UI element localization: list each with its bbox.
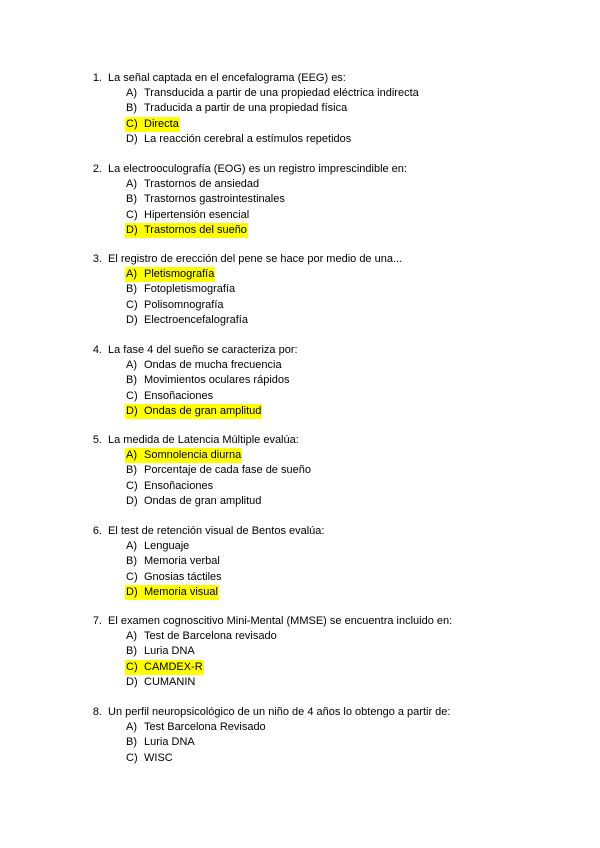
answer-option [88, 539, 568, 554]
option-text: Ensoñaciones [144, 479, 214, 492]
question-number: 7. [92, 615, 102, 627]
question-text: La medida de Latencia Múltiple evalúa: [108, 434, 299, 446]
answer-option [88, 373, 568, 388]
option-letter: D) [126, 494, 138, 507]
answer-option [88, 101, 568, 116]
option-text: Hipertensión esencial [144, 208, 250, 221]
question-1 [88, 71, 568, 147]
option-text: Pletismografía [144, 268, 215, 281]
option-letter: B) [126, 283, 137, 296]
option-text: Ensoñaciones [144, 389, 214, 402]
question-number: 3. [92, 253, 102, 265]
option-text: Ondas de gran amplitud [144, 494, 262, 507]
answer-option [88, 208, 568, 223]
option-text: Transducida a partir de una propiedad eléctrica indirecta [144, 87, 419, 100]
question-8 [88, 705, 568, 766]
answer-option [88, 644, 568, 659]
answer-option [88, 448, 568, 463]
option-text: Electroencefalografía [144, 313, 248, 326]
option-text: Trastornos de ansiedad [144, 178, 260, 191]
answer-option [88, 494, 568, 509]
answer-option [88, 192, 568, 207]
question-text: La electrooculografía (EOG) es un registro imprescindible en: [108, 163, 407, 175]
question-3 [88, 252, 568, 328]
answer-option [88, 282, 568, 297]
option-letter: C) [126, 660, 138, 673]
question-2 [88, 162, 568, 238]
option-text: CAMDEX-R [144, 660, 203, 673]
option-letter: C) [126, 298, 138, 311]
answer-option [88, 132, 568, 147]
question-number: 8. [92, 706, 102, 718]
answer-option [88, 267, 568, 282]
option-text: Fotopletismografía [144, 283, 236, 296]
option-text: CUMANIN [144, 675, 196, 688]
question-stem [88, 614, 568, 629]
question-text: El registro de erección del pene se hace por medio de una... [108, 253, 403, 265]
option-text: Trastornos gastrointestinales [144, 193, 285, 206]
option-text: Ondas de mucha frecuencia [144, 359, 282, 372]
option-letter: A) [126, 178, 137, 191]
answer-option [88, 735, 568, 750]
option-text: Movimientos oculares rápidos [144, 374, 290, 387]
option-letter: A) [126, 630, 137, 643]
answer-option [88, 675, 568, 690]
option-letter: B) [126, 555, 137, 568]
answer-option [88, 298, 568, 313]
option-letter: C) [126, 570, 138, 583]
option-letter: C) [126, 479, 138, 492]
option-letter: A) [126, 87, 137, 100]
option-letter: A) [126, 449, 137, 462]
option-text: Ondas de gran amplitud [144, 404, 262, 417]
option-letter: C) [126, 208, 138, 221]
option-letter: C) [126, 751, 138, 764]
option-text: Polisomnografía [144, 298, 224, 311]
answer-option [88, 358, 568, 373]
answer-option [88, 585, 568, 600]
option-text: Gnosias táctiles [144, 570, 222, 583]
option-letter: A) [126, 268, 137, 281]
question-5 [88, 433, 568, 509]
question-7 [88, 614, 568, 690]
option-text: Luria DNA [144, 645, 195, 658]
option-letter: D) [126, 223, 138, 236]
option-letter: B) [126, 102, 137, 115]
option-text: La reacción cerebral a estímulos repetidos [144, 132, 352, 145]
answer-option [88, 117, 568, 132]
question-number: 5. [92, 434, 102, 446]
answer-option [88, 751, 568, 766]
option-letter: D) [126, 132, 138, 145]
question-number: 2. [92, 163, 102, 175]
option-letter: D) [126, 585, 138, 598]
option-letter: B) [126, 374, 137, 387]
answer-option [88, 463, 568, 478]
answer-option [88, 554, 568, 569]
option-text: Directa [144, 117, 179, 130]
answer-option [88, 86, 568, 101]
option-letter: B) [126, 645, 137, 658]
option-text: Test de Barcelona revisado [144, 630, 277, 643]
option-letter: D) [126, 313, 138, 326]
question-6 [88, 524, 568, 600]
option-letter: A) [126, 540, 137, 553]
option-letter: A) [126, 721, 137, 734]
option-letter: B) [126, 193, 137, 206]
option-text: Luria DNA [144, 736, 195, 749]
option-text: WISC [144, 751, 173, 764]
answer-option [88, 570, 568, 585]
question-stem [88, 162, 568, 177]
question-stem [88, 433, 568, 448]
question-4 [88, 343, 568, 419]
question-text: El test de retención visual de Bentos evalúa: [108, 525, 325, 537]
question-stem [88, 71, 568, 86]
option-text: Memoria verbal [144, 555, 220, 568]
option-text: Lenguaje [144, 540, 190, 553]
question-stem [88, 705, 568, 720]
question-text: Un perfil neuropsicológico de un niño de 4 años lo obtengo a partir de: [108, 706, 451, 718]
option-letter: C) [126, 117, 138, 130]
answer-option [88, 660, 568, 675]
option-letter: A) [126, 359, 137, 372]
question-number: 6. [92, 525, 102, 537]
answer-option [88, 629, 568, 644]
option-text: Memoria visual [144, 585, 218, 598]
answer-option [88, 720, 568, 735]
option-text: Somnolencia diurna [144, 449, 242, 462]
option-text: Test Barcelona Revisado [144, 721, 266, 734]
answer-option [88, 223, 568, 238]
answer-option [88, 479, 568, 494]
option-text: Porcentaje de cada fase de sueño [144, 464, 311, 477]
answer-option [88, 313, 568, 328]
question-text: El examen cognoscitivo Mini-Mental (MMSE) se encuentra incluido en: [108, 615, 453, 627]
option-text: Trastornos del sueño [144, 223, 247, 236]
answer-option [88, 389, 568, 404]
question-stem [88, 252, 568, 267]
option-text: Traducida a partir de una propiedad física [144, 102, 348, 115]
question-number: 1. [92, 72, 102, 84]
question-text: La fase 4 del sueño se caracteriza por: [108, 344, 298, 356]
option-letter: B) [126, 736, 137, 749]
answer-option [88, 177, 568, 192]
option-letter: D) [126, 675, 138, 688]
option-letter: B) [126, 464, 137, 477]
question-stem [88, 343, 568, 358]
option-letter: D) [126, 404, 138, 417]
answer-option [88, 404, 568, 419]
question-stem [88, 524, 568, 539]
question-text: La señal captada en el encefalograma (EEG) es: [108, 72, 346, 84]
option-letter: C) [126, 389, 138, 402]
question-number: 4. [92, 344, 102, 356]
